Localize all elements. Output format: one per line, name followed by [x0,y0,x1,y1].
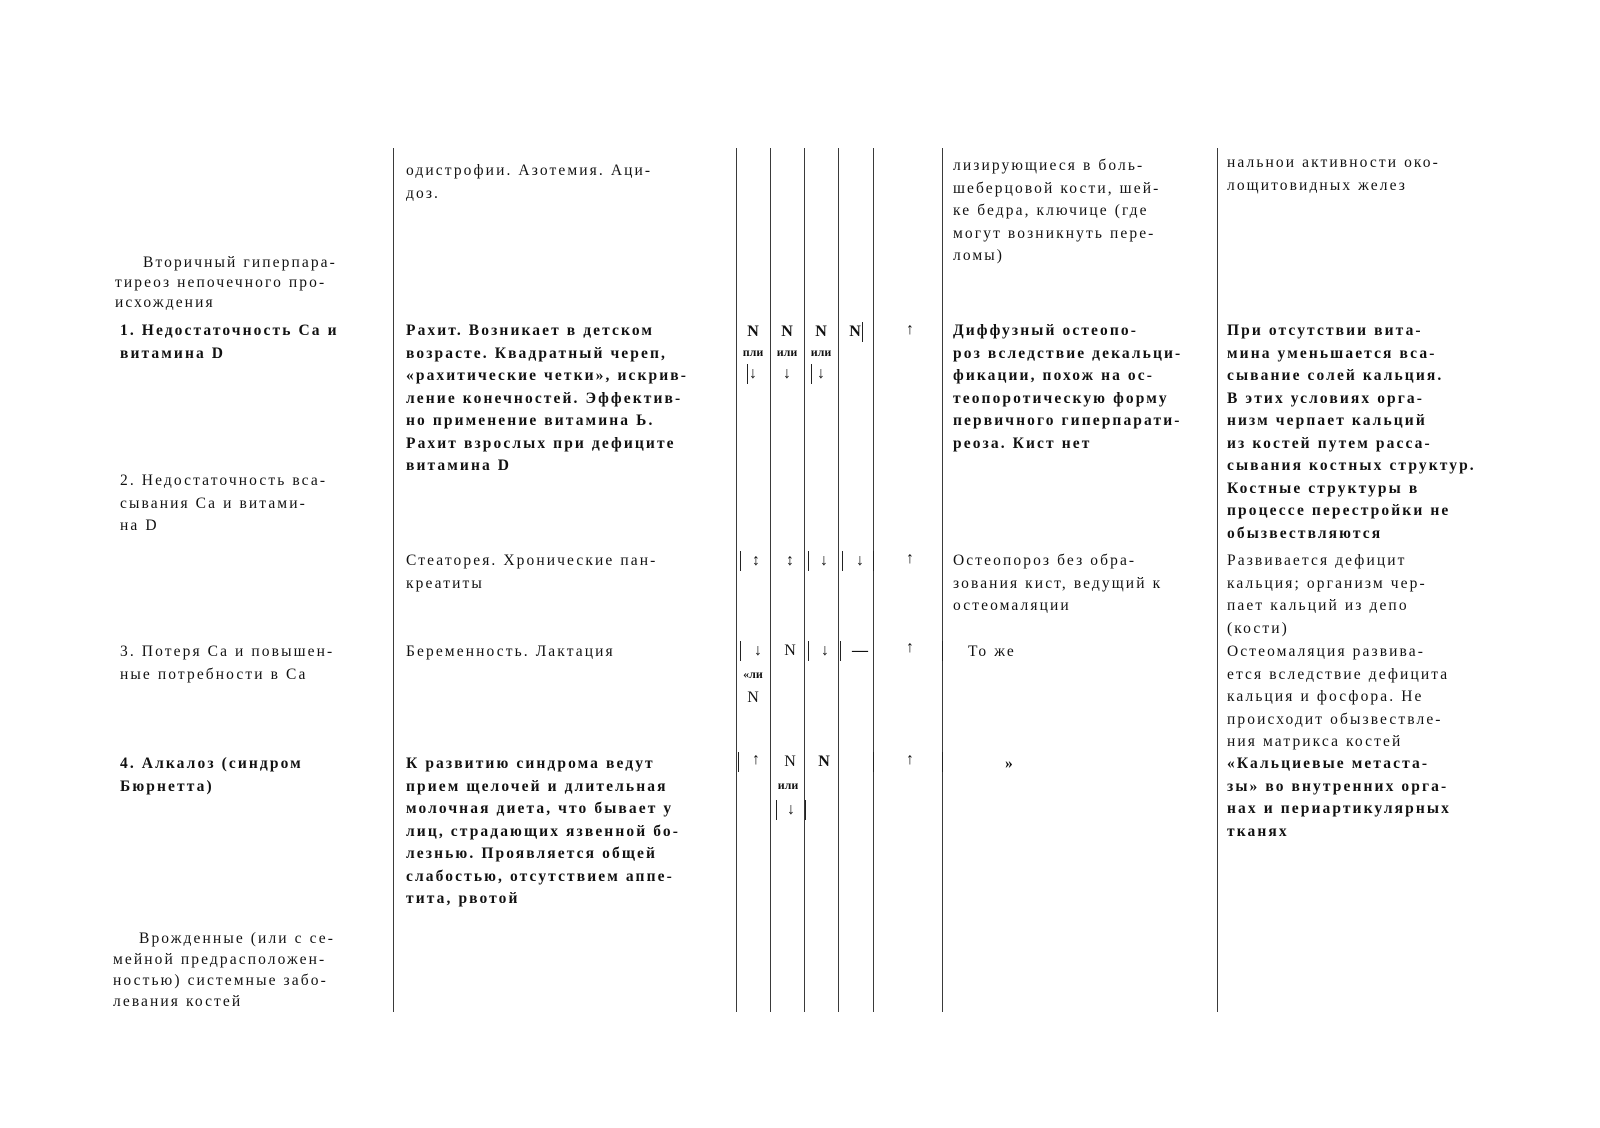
row4-lab-5: ↑ [906,751,914,768]
row3-lab-4: — [852,642,868,659]
row4-bone-changes: » [1005,755,1015,772]
row4-description: К развитию синдрома ведут прием щелочей и длительная молочная диета, что бывает у лиц, страдающих язвенной бо- лезнью. Проявляется общей слабостью, отсутствием аппе- тита, рвотой [406,755,680,907]
row1-tick [811,364,812,384]
row1-tick [747,364,748,384]
row1-description: Рахит. Возникает в детском возрасте. Квадратный череп, «рахитические четки», искрив- ление конечностей. Эффектив- но применение витамина Ь. Рахит взрослых при дефиците витамина D [406,322,688,474]
row4-tick [873,752,874,772]
row2-lab-3: ↓ [820,552,828,569]
row2-lab-5: ↑ [906,550,914,567]
row4-mechanism: «Кальциевые метаста- зы» во внутренних орга- нах и периартикулярных тканях [1227,755,1451,840]
row4-tick [942,752,943,772]
row3-bone-changes: То же [968,643,1016,660]
column-divider [1217,148,1218,1012]
column-divider [736,148,737,1012]
row3-description: Беременность. Лактация [406,643,615,660]
row3-tick [740,641,741,661]
row1-lab-or-3: или [810,345,832,359]
row1-tick [862,322,863,342]
row4-diagnosis: 4. Алкалоз (синдром Бюрнетта) [120,755,303,795]
row1-lab-alt-1: ↓ [749,365,757,382]
row2-mechanism: Развивается дефицит кальция; организм чер- пает кальций из депо (кости) [1227,552,1427,637]
row4-lab-alt-1: ↓ [787,801,795,818]
column-divider [770,148,771,1012]
column-divider [393,148,394,1012]
row4-lab-3: N [818,753,830,770]
row3-diagnosis: 3. Потеря Са и повышен- ные потребности в Са [120,643,335,683]
column-divider [873,148,874,1012]
row3-lab-or-1: «ли [743,667,763,681]
row1-lab-1: N [747,323,759,340]
row4-lab-1: ↑ [752,751,760,768]
row2-lab-4: ↓ [856,552,864,569]
row1-lab-alt-3: ↓ [817,365,825,382]
row3-lab-alt-1: N [747,689,759,706]
row2-bone-changes: Остеопороз без обра- зования кист, ведущий к остеомаляции [953,552,1163,614]
section-heading-congenital-bone-diseases: Врожденные (или с се- мейной предрасположен- ностью) системные забо- левания костей [113,930,336,1010]
row4-lab-or-1: или [777,778,799,792]
row3-lab-3: ↓ [821,642,829,659]
row3-tick [840,641,841,661]
row1-lab-or-2: или [776,345,798,359]
row4-lab-2: N [784,753,796,770]
row1-lab-4: N [849,323,861,340]
row3-tick [808,641,809,661]
row1-lab-5: ↑ [906,321,914,338]
column-divider [942,148,943,1012]
column-divider [838,148,839,1012]
section-heading-secondary-hyperparathyroidism: Вторичный гиперпара- тиреоз непочечного про- исхождения [115,254,337,311]
row1-lab-or-1: пли [742,345,764,359]
row3-lab-5: ↑ [906,639,914,656]
top-col4-text: лизирующиеся в боль- шеберцовой кости, шей- ке бедра, ключице (где могут возникнуть пере- ломы) [953,157,1161,264]
row1-lab-2: N [781,323,793,340]
row2-diagnosis: 2. Недостаточность вса- сывания Са и витами- на D [120,472,328,534]
row1-bone-changes: Диффузный остеопо- роз вследствие декальци- фикации, похож на ос- теопоротическую форму первичного гиперпарати- реоза. Кист нет [953,322,1183,452]
row3-tick [942,641,943,661]
row2-lab-1: ↕ [752,552,760,569]
row1-lab-alt-2: ↓ [783,365,791,382]
row2-description: Стеаторея. Хронические пан- креатиты [406,552,658,592]
row1-lab-3: N [815,323,827,340]
row2-lab-2: ↕ [786,552,794,569]
top-col5-text: нальнои активности око- лощитовидных желез [1227,154,1440,194]
row3-lab-2: N [784,642,796,659]
row3-lab-1: ↓ [754,642,762,659]
row1-diagnosis: 1. Недостаточность Са и витамина D [120,322,339,362]
row2-tick [842,551,843,571]
row3-mechanism: Остеомаляция развива- ется вследствие дефицита кальция и фосфора. Не происходит обызвествле- ния матрикса костей [1227,643,1450,750]
row1-mechanism: При отсутствии вита- мина уменьшается вса- сывание солей кальция. В этих условиях орга- низм черпает кальций из костей путем расса- сывания костных структур. Костные структуры в процессе перестройки не обызвествляются [1227,322,1476,542]
row4-tick [738,752,739,772]
top-col2-text: одистрофии. Азотемия. Аци- доз. [406,162,653,202]
column-divider [804,148,805,1012]
